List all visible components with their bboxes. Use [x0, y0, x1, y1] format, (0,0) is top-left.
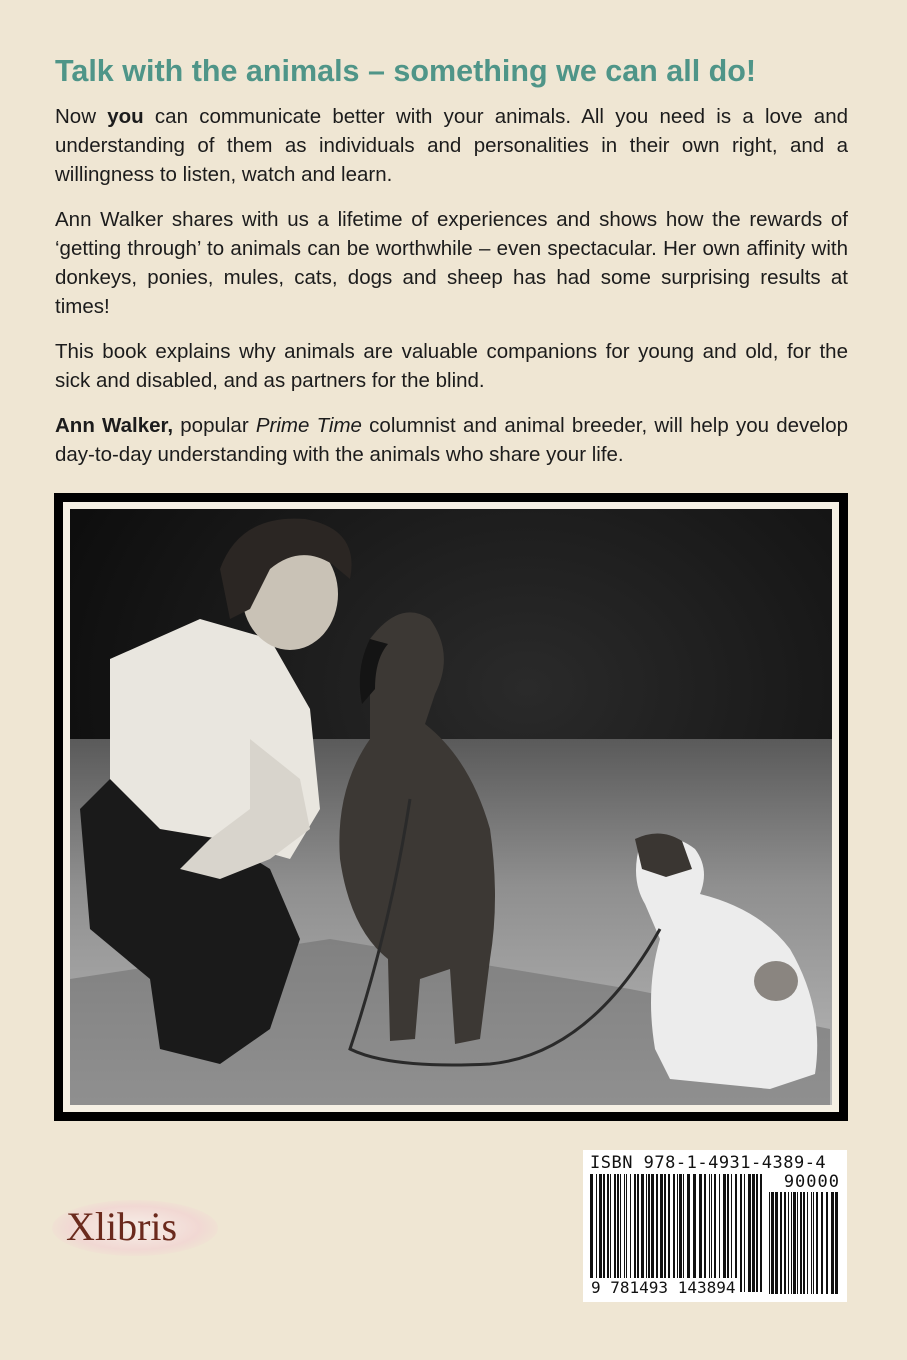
author-post: columnist and animal breeder, will help you develop day-to-day understanding with the animals who share your life. [55, 414, 849, 466]
barcode-bar [617, 1174, 619, 1292]
barcode-bar [610, 1174, 611, 1292]
ean-bars [588, 1174, 764, 1292]
barcode-bar [731, 1174, 732, 1292]
barcode-bar [614, 1174, 616, 1292]
barcode-bar [637, 1174, 639, 1292]
barcode-bar [646, 1174, 647, 1292]
publisher-logo [52, 1196, 218, 1260]
barcode-bar [634, 1174, 636, 1292]
barcode-bar [752, 1174, 755, 1292]
intro-bold: you [107, 105, 144, 128]
barcode-bar [788, 1192, 789, 1294]
barcode-bar [816, 1192, 818, 1294]
barcode-bar [607, 1174, 609, 1292]
barcode-bar [626, 1174, 627, 1292]
barcode-bar [793, 1192, 796, 1294]
column-name: Prime Time [255, 414, 362, 437]
barcode-bar [797, 1192, 798, 1294]
barcode-bar [603, 1174, 605, 1292]
headline: Talk with the animals – something we can all do! [55, 54, 757, 88]
ean-digits: 9 781493 143894 [591, 1278, 736, 1297]
barcode-bar [709, 1174, 710, 1292]
intro-post: can communicate better with your animals. All you need is a love and understanding of them as individuals and personalities in their own right, and a willingness to listen, watch and learn. [55, 105, 848, 186]
author-photo-mat [63, 502, 839, 1112]
barcode-bar [740, 1174, 742, 1292]
barcode-bar [668, 1174, 670, 1292]
small-dog-patch [754, 961, 798, 1001]
barcode-bar [813, 1192, 814, 1294]
barcode-bar [599, 1174, 602, 1292]
barcode-bar [800, 1192, 802, 1294]
barcode-bar [748, 1174, 751, 1292]
barcode-bar [821, 1192, 823, 1294]
barcode-bar [807, 1192, 808, 1294]
barcode-bar [756, 1174, 758, 1292]
barcode-bar [723, 1174, 726, 1292]
barcode-bar [660, 1174, 663, 1292]
barcode-bar [784, 1192, 786, 1294]
intro-pre: Now [55, 105, 108, 128]
barcode-bar [826, 1192, 828, 1294]
barcode-bar [590, 1174, 593, 1292]
author-photo [70, 509, 832, 1105]
isbn-label: ISBN 978-1-4931-4389-4 [590, 1153, 827, 1173]
barcode-bar [727, 1174, 729, 1292]
isbn-barcode [583, 1150, 847, 1302]
barcode-bar [673, 1174, 675, 1292]
barcode-bar [744, 1174, 745, 1292]
barcode-bar [811, 1192, 812, 1294]
barcode-bar [679, 1174, 682, 1292]
barcode-bar [693, 1174, 696, 1292]
barcode-bar [719, 1174, 720, 1292]
barcode-bar [624, 1174, 625, 1292]
barcode-bar [704, 1174, 706, 1292]
barcode-bar [735, 1174, 737, 1292]
barcode-bar [596, 1174, 597, 1292]
barcode-bar [714, 1174, 716, 1292]
barcode-bar [780, 1192, 782, 1294]
intro-paragraph [55, 102, 848, 189]
barcode-bar [699, 1174, 702, 1292]
author-pre: popular [173, 414, 256, 437]
barcode-bar [677, 1174, 678, 1292]
barcode-bar [775, 1192, 778, 1294]
barcode-bar [683, 1174, 684, 1292]
companions-paragraph: This book explains why animals are valuable companions for young and old, for the sick and disabled, and as partners for the blind. [55, 340, 848, 392]
barcode-bar [769, 1192, 770, 1294]
barcode-bar [630, 1174, 631, 1292]
barcode-bar [831, 1192, 834, 1294]
publisher-logo-text: Xlibris [66, 1204, 178, 1249]
author-photo-frame [54, 493, 848, 1121]
barcode-bar [687, 1174, 690, 1292]
addon-bars [767, 1192, 841, 1294]
barcode-bar [620, 1174, 621, 1292]
barcode-bar [648, 1174, 650, 1292]
barcode-bar [771, 1192, 774, 1294]
barcode-bar [791, 1192, 792, 1294]
price-code: 90000 [783, 1172, 840, 1192]
barcode-bar [664, 1174, 666, 1292]
barcode-bar [803, 1192, 805, 1294]
barcode-bar [656, 1174, 658, 1292]
barcode-bar [711, 1174, 712, 1292]
barcode-bar [651, 1174, 654, 1292]
barcode-bar [835, 1192, 838, 1294]
barcode-bar [641, 1174, 644, 1292]
barcode-bar [760, 1174, 762, 1292]
author-paragraph [55, 411, 848, 469]
experience-paragraph: Ann Walker shares with us a lifetime of experiences and shows how the rewards of ‘getting through’ to animals can be worthwhile – even spectacular. Her own affinity with donkeys, ponies, mules, cats, dogs and sheep has had some surprising results at times! [55, 208, 848, 318]
author-name: Ann Walker, [55, 414, 174, 437]
